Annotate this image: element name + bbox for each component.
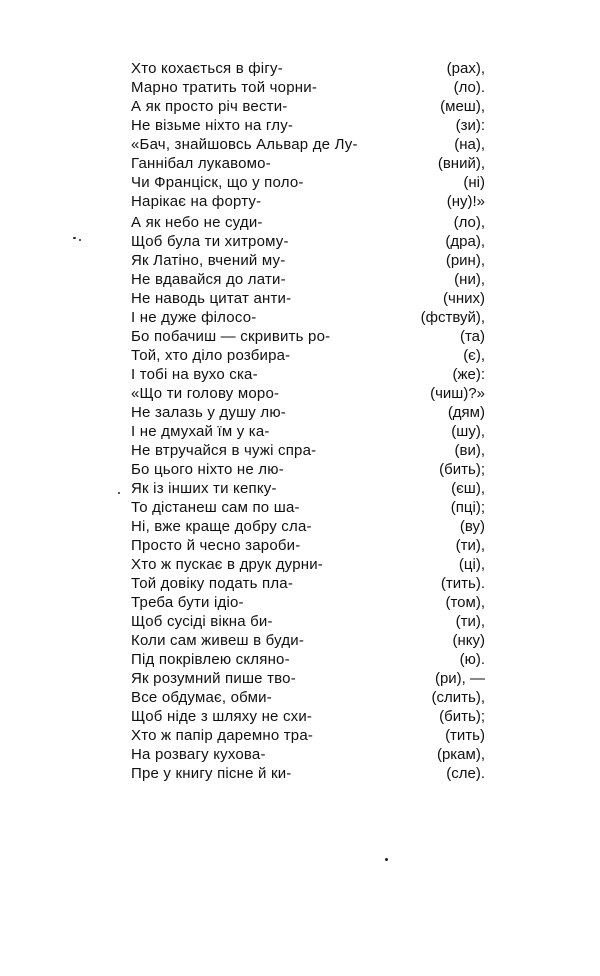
- line-ending: (ву): [459, 518, 485, 535]
- line-text: А як небо не суди-: [131, 214, 263, 231]
- poem-line: [131, 745, 485, 764]
- line-text: Щоб була ти хитрому-: [131, 233, 289, 250]
- line-text: Ганнібал лукавомо-: [131, 155, 271, 172]
- line-ending: (бить);: [439, 708, 485, 725]
- line-ending: (дям): [447, 404, 485, 421]
- line-ending: (меш),: [440, 98, 485, 115]
- line-text: Той довіку подать пла-: [131, 575, 294, 592]
- poem-line: [131, 479, 485, 498]
- print-speck: [385, 858, 388, 861]
- poem-line: [131, 346, 485, 365]
- line-ending: (ну)!»: [446, 193, 485, 210]
- line-ending: (ни),: [454, 271, 485, 288]
- poem-line: [131, 574, 485, 593]
- poem-line: [131, 669, 485, 688]
- line-text: Бо цього ніхто не лю-: [131, 461, 284, 478]
- print-speck: [79, 239, 81, 241]
- poem-line: [131, 593, 485, 612]
- line-ending: (ти),: [455, 537, 485, 554]
- line-text: Коли сам живеш в буди-: [131, 632, 305, 649]
- poem-line: [131, 289, 485, 308]
- line-ending: (ло).: [453, 79, 485, 96]
- line-text: Щоб сусіді вікна би-: [131, 613, 273, 630]
- poem-line: [131, 154, 485, 173]
- line-text: Марно тратить той чорни-: [131, 79, 318, 96]
- line-ending: (на),: [454, 136, 485, 153]
- poem-line: [131, 384, 485, 403]
- line-ending: (чиш)?»: [430, 385, 485, 402]
- line-text: Чи Франціск, що у поло-: [131, 174, 304, 191]
- poem-line: [131, 650, 485, 669]
- line-ending: (тить): [445, 727, 485, 744]
- line-ending: (рах),: [446, 60, 485, 77]
- line-text: Щоб ніде з шляху не схи-: [131, 708, 313, 725]
- line-ending: (чних): [443, 290, 485, 307]
- line-text: І тобі на вухо ска-: [131, 366, 258, 383]
- poem-line: [131, 78, 485, 97]
- stanza-4: [131, 593, 485, 783]
- line-text: Треба бути ідіо-: [131, 594, 244, 611]
- poem-line: [131, 707, 485, 726]
- line-ending: (бить);: [439, 461, 485, 478]
- poem-line: [131, 270, 485, 289]
- line-text: «Що ти голову моро-: [131, 385, 280, 402]
- poem-line: [131, 498, 485, 517]
- line-text: Нарікає на форту-: [131, 193, 262, 210]
- line-ending: (фствуй),: [420, 309, 485, 326]
- line-ending: (нку): [452, 632, 485, 649]
- line-text: І не дуже філосо-: [131, 309, 257, 326]
- line-text: То дістанеш сам по ша-: [131, 499, 300, 516]
- poem-line: [131, 213, 485, 232]
- line-text: «Бач, знайшовсь Альвар де Лу-: [131, 136, 358, 153]
- line-text: Не вдавайся до лати-: [131, 271, 286, 288]
- poem-line: [131, 441, 485, 460]
- poem-line: [131, 173, 485, 192]
- line-ending: (том),: [445, 594, 485, 611]
- poem-line: [131, 460, 485, 479]
- line-text: Все обдумає, обми-: [131, 689, 272, 706]
- line-ending: (є),: [463, 347, 485, 364]
- poem-line: [131, 116, 485, 135]
- poem-line: [131, 536, 485, 555]
- line-ending: (тить).: [440, 575, 485, 592]
- poem-line: [131, 232, 485, 251]
- line-ending: (же):: [452, 366, 485, 383]
- poem-line: [131, 135, 485, 154]
- line-ending: (ні): [463, 174, 485, 191]
- line-ending: (та): [459, 328, 485, 345]
- line-text: Пре у книгу пісне й ки-: [131, 765, 292, 782]
- line-text: Як Латіно, вчений му-: [131, 252, 286, 269]
- line-ending: (вний),: [437, 155, 485, 172]
- line-ending: (слить),: [431, 689, 485, 706]
- line-ending: (сле).: [446, 765, 485, 782]
- print-speck: [73, 237, 76, 239]
- line-ending: (зи):: [455, 117, 485, 134]
- line-text: А як просто річ вести-: [131, 98, 288, 115]
- line-ending: (ви),: [454, 442, 485, 459]
- line-ending: (дра),: [445, 233, 485, 250]
- poem-line: [131, 365, 485, 384]
- line-ending: (ці),: [458, 556, 485, 573]
- stanza-3: [131, 403, 485, 593]
- poem-line: [131, 726, 485, 745]
- stanza-2: [131, 213, 485, 403]
- poem-line: [131, 517, 485, 536]
- poem-line: [131, 97, 485, 116]
- line-text: Ні, вже краще добру сла-: [131, 518, 312, 535]
- line-ending: (ри), —: [434, 670, 485, 687]
- line-text: Не візьме ніхто на глу-: [131, 117, 294, 134]
- line-text: Хто кохається в фігу-: [131, 60, 283, 77]
- poem-line: [131, 192, 485, 211]
- line-ending: (ркам),: [436, 746, 485, 763]
- poem-line: [131, 59, 485, 78]
- line-ending: (єш),: [451, 480, 485, 497]
- line-text: Просто й чесно зароби-: [131, 537, 301, 554]
- poem-line: [131, 764, 485, 783]
- line-ending: (ю).: [459, 651, 485, 668]
- poem-line: [131, 612, 485, 631]
- poem-line: [131, 422, 485, 441]
- poem-line: [131, 555, 485, 574]
- line-text: І не дмухай їм у ка-: [131, 423, 270, 440]
- line-text: Не втручайся в чужі спра-: [131, 442, 317, 459]
- line-text: Як розумний пише тво-: [131, 670, 296, 687]
- print-speck: [118, 492, 120, 494]
- line-text: Хто ж папір даремно тра-: [131, 727, 314, 744]
- line-ending: (ти),: [455, 613, 485, 630]
- poem-line: [131, 688, 485, 707]
- line-text: На розвагу кухова-: [131, 746, 266, 763]
- poem-line: [131, 403, 485, 422]
- line-text: Під покрівлею скляно-: [131, 651, 290, 668]
- stanza-1: [131, 59, 485, 211]
- poem-line: [131, 308, 485, 327]
- line-text: Хто ж пускає в друк дурни-: [131, 556, 324, 573]
- line-ending: (рин),: [445, 252, 485, 269]
- line-text: Той, хто діло розбира-: [131, 347, 291, 364]
- line-ending: (пці);: [450, 499, 485, 516]
- poem-line: [131, 631, 485, 650]
- poem-line: [131, 251, 485, 270]
- line-text: Не наводь цитат анти-: [131, 290, 292, 307]
- line-text: Бо побачиш — скривить ро-: [131, 328, 331, 345]
- line-ending: (шу),: [451, 423, 485, 440]
- line-text: Як із інших ти кепку-: [131, 480, 277, 497]
- poem-line: [131, 327, 485, 346]
- line-text: Не залазь у душу лю-: [131, 404, 286, 421]
- line-ending: (ло),: [453, 214, 485, 231]
